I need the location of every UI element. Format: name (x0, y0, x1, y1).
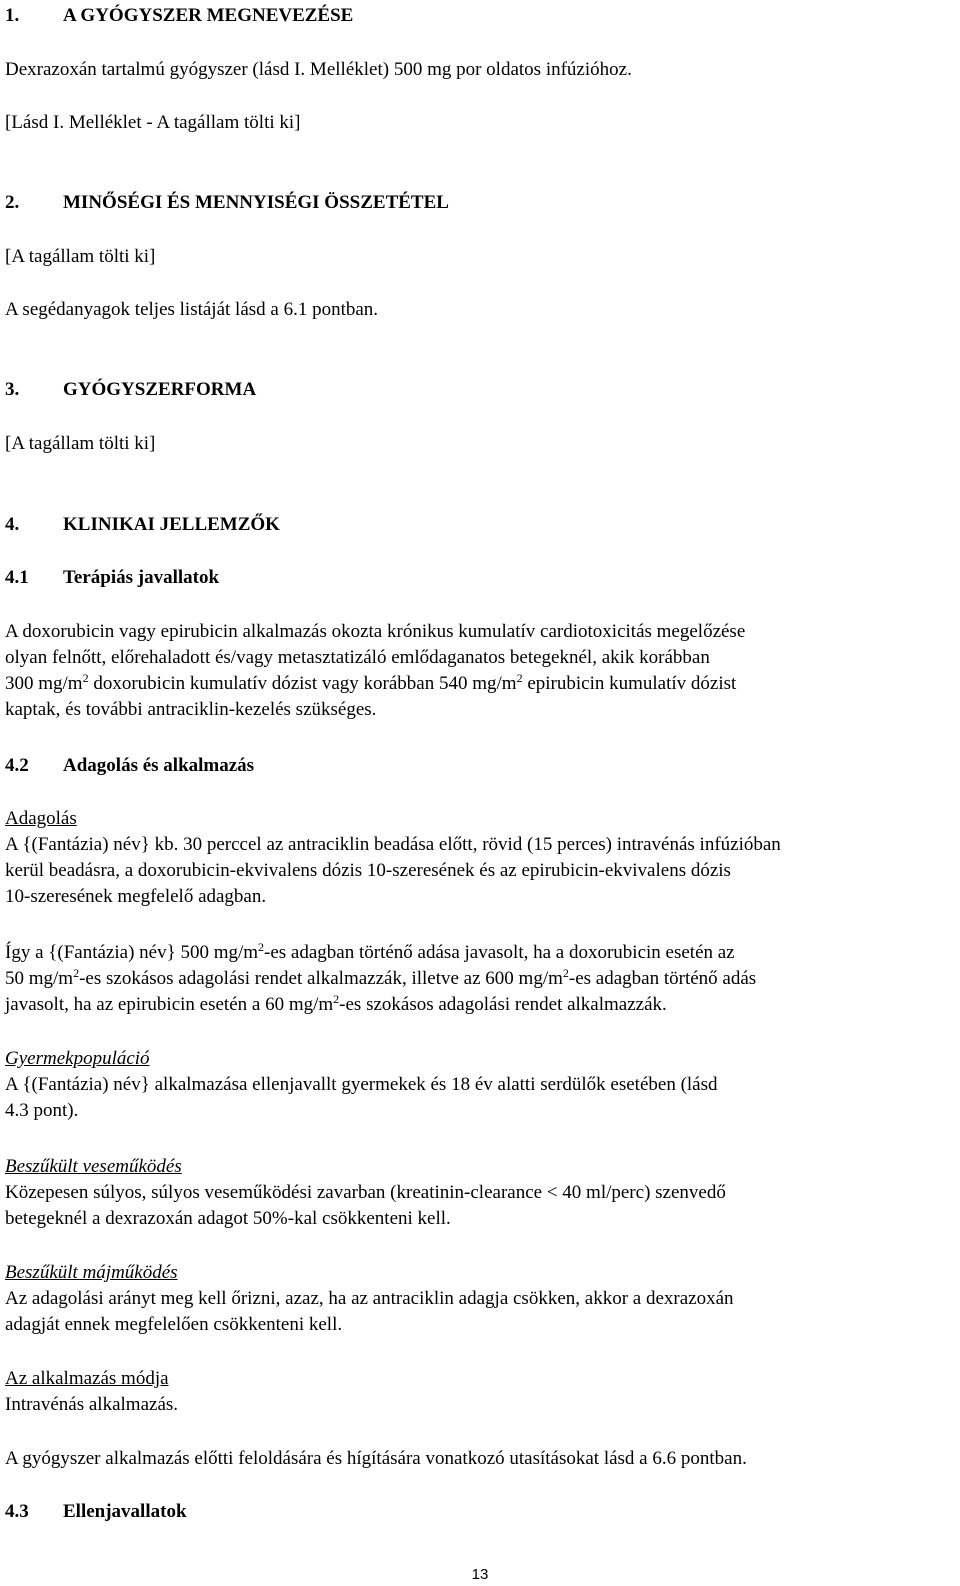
section-number: 2. (5, 192, 20, 213)
section-title: A GYÓGYSZER MEGNEVEZÉSE (63, 5, 354, 26)
section-number: 4.1 (5, 567, 29, 588)
subsection-4-3-heading (5, 1499, 187, 1525)
administration-block (5, 1366, 950, 1418)
section-2-heading (5, 190, 449, 216)
paragraph: A segédanyagok teljes listáját lásd a 6.1 pontban. (5, 299, 379, 320)
text-line: A doxorubicin vagy epirubicin alkalmazás okozta krónikus kumulatív cardiotoxicitás megelőzése (5, 621, 746, 642)
renal-block (5, 1154, 950, 1232)
section-number: 4. (5, 514, 20, 535)
text-line: adagját ennek megfelelően csökkenteni kell. (5, 1314, 343, 1335)
section-title: Ellenjavallatok (63, 1501, 187, 1522)
subsection-4-1-heading (5, 565, 219, 591)
pediatric-block (5, 1046, 950, 1124)
text-line: betegeknél a dexrazoxán adagot 50%-kal csökkenteni kell. (5, 1208, 451, 1229)
paragraph: A gyógyszer alkalmazás előtti feloldására és hígítására vonatkozó utasításokat lásd a 6.6 pontban. (5, 1448, 747, 1469)
hepatic-block (5, 1260, 950, 1338)
superscript: 2 (333, 992, 340, 1006)
text-line: olyan felnőtt, előrehaladott és/vagy metasztatizáló emlődaganatos betegeknél, akik korábban (5, 647, 710, 668)
text-line: Intravénás alkalmazás. (5, 1394, 179, 1415)
text-line: kaptak, és további antraciklin-kezelés szükséges. (5, 699, 377, 720)
section-3-heading (5, 377, 256, 403)
section-title: Adagolás és alkalmazás (63, 755, 255, 776)
paragraph: [A tagállam tölti ki] (5, 433, 156, 454)
subheading-vesemukodes: Beszűkült veseműködés (5, 1156, 182, 1177)
text-line: Így a {(Fantázia) név} 500 $mg/m^2-es$ adagban történő adása javasolt, ha a doxorubicin esetén az (5, 940, 735, 963)
section-title: Terápiás javallatok (63, 567, 220, 588)
superscript: 2 (73, 966, 80, 980)
text-line: A {(Fantázia) név} kb. 30 perccel az antraciklin beadása előtt, rövid (15 perces) intravénás infúzióban (5, 834, 781, 855)
page-number: 13 (471, 1566, 489, 1583)
section-title: GYÓGYSZERFORMA (63, 379, 257, 400)
text-line: kerül beadásra, a doxorubicin-ekvivalens dózis 10-szeresének és az epirubicin-ekvivalens dózis (5, 860, 731, 881)
section-number: 4.3 (5, 1501, 29, 1522)
section-1-heading (5, 3, 353, 29)
paragraph: [A tagállam tölti ki] (5, 246, 156, 267)
subheading-gyermekpopulacio: Gyermekpopuláció (5, 1048, 150, 1069)
section-number: 3. (5, 379, 20, 400)
text-line: Az adagolási arányt meg kell őrizni, azaz, ha az antraciklin adagja csökken, akkor a dexrazoxán (5, 1288, 734, 1309)
section-4-heading (5, 512, 280, 538)
subheading-adagolas: Adagolás (5, 808, 77, 829)
section-number: 1. (5, 5, 20, 26)
superscript: 2 (562, 966, 569, 980)
subheading-alkalmazas-modja: Az alkalmazás módja (5, 1368, 169, 1389)
superscript: 2 (82, 671, 89, 685)
text-line: 10-szeresének megfelelő adagban. (5, 886, 267, 907)
section-title: MINŐSÉGI ÉS MENNYISÉGI ÖSSZETÉTEL (63, 192, 449, 213)
paragraph: Dexrazoxán tartalmú gyógyszer (lásd I. Melléklet) 500 mg por oldatos infúzióhoz. (5, 59, 632, 80)
paragraph: [Lásd I. Melléklet - A tagállam tölti ki] (5, 112, 301, 133)
dosage-block (5, 806, 950, 910)
subsection-4-2-heading (5, 753, 254, 779)
dose-ratio-paragraph (5, 940, 950, 1018)
indications-paragraph (5, 619, 950, 723)
text-line: Közepesen súlyos, súlyos veseműködési zavarban (kreatinin-clearance < 40 ml/perc) szenvedő (5, 1182, 726, 1203)
section-number: 4.2 (5, 755, 29, 776)
text-line: 50 $mg/m^2-es$ szokásos adagolási rendet alkalmazzák, illetve az 600 $mg/m^2-es$ adagban történő adás (5, 966, 757, 989)
text-line: 300 $mg/m^2$ doxorubicin kumulatív dózist vagy korábban 540 $mg/m^2$ epirubicin kumulatív dózist (5, 671, 737, 694)
text-line: 4.3 pont). (5, 1100, 79, 1121)
superscript: 2 (258, 940, 265, 954)
text-line: A {(Fantázia) név} alkalmazása ellenjavallt gyermekek és 18 év alatti serdülők esetében (lásd (5, 1074, 718, 1095)
subheading-majmukodes: Beszűkült májműködés (5, 1262, 178, 1283)
superscript: 2 (516, 671, 523, 685)
section-title: KLINIKAI JELLEMZŐK (63, 514, 280, 535)
text-line: javasolt, ha az epirubicin esetén a 60 $mg/m^2-es$ szokásos adagolási rendet alkalmazzák. (5, 992, 667, 1015)
